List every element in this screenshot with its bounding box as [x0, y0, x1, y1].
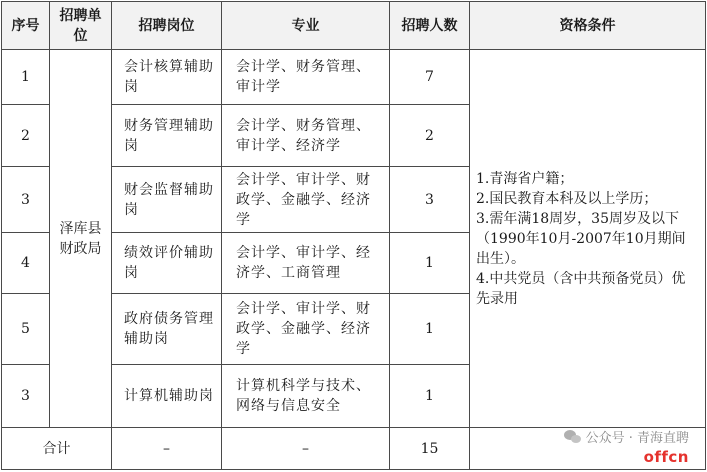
wechat-icon [564, 430, 582, 444]
row-major: 会计学、财务管理、审计学、经济学 [222, 105, 390, 167]
header-row [2, 2, 706, 50]
qualification-item: 3.需年满18周岁，35周岁及以下（1990年10月-2007年10月期间出生）。 [476, 210, 686, 267]
row-seq: 1 [2, 50, 50, 105]
row-major: 会计学、审计学、经济学、工商管理 [222, 233, 390, 294]
qualification-item: 4.中共党员（含中共预备党员）优先录用 [476, 270, 686, 307]
row-seq: 4 [2, 233, 50, 294]
row-count: 1 [390, 233, 470, 294]
row-post: 财务管理辅助岗 [112, 105, 222, 167]
row-seq: 5 [2, 294, 50, 365]
recruitment-table [1, 1, 706, 470]
row-major: 会计学、审计学、财政学、金融学、经济学 [222, 167, 390, 233]
wechat-watermark [564, 427, 689, 446]
total-label: 合计 [2, 428, 112, 470]
row-seq: 3 [2, 167, 50, 233]
brand-logo: offcn [643, 448, 689, 466]
row-post: 会计核算辅助岗 [112, 50, 222, 105]
header-count: 招聘人数 [390, 2, 470, 50]
row-major: 计算机科学与技术、网络与信息安全 [222, 365, 390, 428]
row-post: 政府债务管理辅助岗 [112, 294, 222, 365]
row-count: 7 [390, 50, 470, 105]
header-major: 专业 [222, 2, 390, 50]
qualification-item: 2.国民教育本科及以上学历； [476, 190, 658, 207]
row-seq: 2 [2, 105, 50, 167]
header-unit: 招聘单位 [50, 2, 112, 50]
qualification-item: 1.青海省户籍； [476, 170, 574, 187]
row-seq: 3 [2, 365, 50, 428]
row-major: 会计学、财务管理、审计学 [222, 50, 390, 105]
unit-name: 泽库县财政局 [50, 50, 112, 428]
row-post: 财会监督辅助岗 [112, 167, 222, 233]
watermark-text: 公众号 · 青海直聘 [585, 431, 689, 446]
row-count: 2 [390, 105, 470, 167]
qualifications-cell [470, 50, 706, 428]
table-row [2, 50, 706, 105]
row-post: 计算机辅助岗 [112, 365, 222, 428]
total-post: – [112, 428, 222, 470]
row-count: 1 [390, 294, 470, 365]
row-count: 3 [390, 167, 470, 233]
total-major: – [222, 428, 390, 470]
header-qualifications: 资格条件 [470, 2, 706, 50]
header-post: 招聘岗位 [112, 2, 222, 50]
row-post: 绩效评价辅助岗 [112, 233, 222, 294]
header-seq: 序号 [2, 2, 50, 50]
row-major: 会计学、审计学、财政学、金融学、经济学 [222, 294, 390, 365]
row-count: 1 [390, 365, 470, 428]
total-count: 15 [390, 428, 470, 470]
